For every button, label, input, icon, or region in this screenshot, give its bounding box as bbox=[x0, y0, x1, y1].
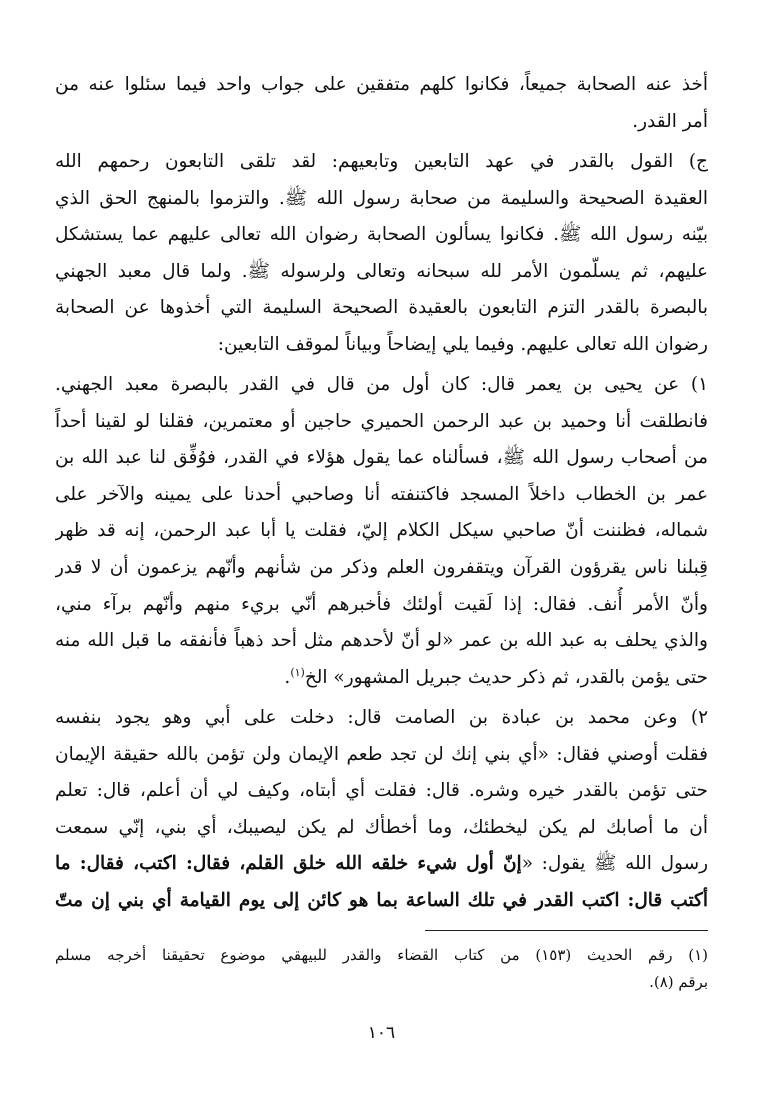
text-line: بالبصرة بالقدر التزم التابعون بالعقيدة الصحيحة السليمة التي أخذوها عن الصحابة bbox=[55, 297, 708, 319]
text-line: حتى يؤمن بالقدر، ثم ذكر حديث جبريل المشهور» الخ$^{(١)}$. bbox=[284, 665, 708, 688]
text-line: شماله، فظننت أنّ صاحبي سيكل الكلام إليّ، فقلت يا أبا عبد الرحمن، إنه قد ظهر bbox=[55, 520, 708, 542]
text-line: ١) عن يحيى بن يعمر قال: كان أول من قال في القدر بالبصرة معبد الجهني. bbox=[55, 374, 708, 395]
text-line: أمر القدر. bbox=[632, 110, 708, 132]
text-line: فقلت أوصني فقال: «أي بني إنك لن تجد طعم الإيمان ولن تؤمن بالله حقيقة الإيمان bbox=[55, 743, 708, 765]
paragraph-ubada-narration bbox=[55, 700, 708, 920]
text-line: العقيدة الصحيحة والسليمة من صحابة رسول الله ﷺ. والتزموا بالمنهج الحق الذي bbox=[55, 187, 708, 209]
text-line: ٢) وعن محمد بن عبادة بن الصامت قال: دخلت على أبي وهو يجود بنفسه bbox=[55, 707, 708, 728]
text-line: حتى تؤمن بالقدر خيره وشره. قال: فقلت أي أبتاه، وكيف لي أن أعلم، قال: تعلم bbox=[55, 780, 708, 802]
page-number: ١٠٦ bbox=[367, 1023, 396, 1043]
text-line: وأنّ الأمر أُنف. فقال: إذا لَقيت أولئك فأخبرهم أنّي بريء منهم وأنّهم برآء مني، bbox=[55, 593, 708, 615]
text-line: أن ما أصابك لم يكن ليخطئك، وما أخطأك لم يكن ليصيبك، أي بني، إنّي سمعت bbox=[55, 816, 708, 838]
text-line bbox=[55, 846, 708, 883]
footnote-reference: (١) bbox=[290, 665, 305, 679]
footnote-line: برقم (٨). bbox=[649, 973, 708, 991]
paragraph-tabieen bbox=[55, 144, 708, 364]
hadith-text-bold: أكتب قال: اكتب القدر في تلك الساعة بما هو كائن إلى يوم القيامة أي بني إن متّ bbox=[55, 889, 708, 911]
text-line: والذي يحلف به عبد الله بن عمر «لو أنّ لأحدهم مثل أحد ذهباً فأنفقه ما قبل الله منه bbox=[55, 630, 708, 652]
text-line: من أصحاب رسول الله ﷺ، فسألناه عما يقول هؤلاء في القدر، فوُفِّق لنا عبد الله بن bbox=[55, 447, 708, 469]
text-segment: رسول الله ﷺ يقول: « bbox=[521, 853, 708, 875]
hadith-text-bold: إنّ أول شيء خلقه الله خلق القلم، فقال: اكتب، فقال: ما bbox=[55, 853, 522, 875]
text-segment: حتى يؤمن بالقدر، ثم ذكر حديث جبريل المشهور» الخ bbox=[304, 666, 708, 688]
footnote bbox=[55, 942, 708, 996]
text-line: قِبلنا ناس يقرؤون القرآن ويتقفرون العلم وذكر من شأنهم وأنّهم يزعمون أن لا قدر bbox=[55, 556, 708, 578]
footnote-line: (١) رقم الحديث (١٥٣) من كتاب القضاء والقدر للبيهقي موضوع تحقيقنا أخرجه مسلم bbox=[55, 946, 708, 964]
footnote-separator bbox=[425, 930, 708, 931]
paragraph-yahya-narration bbox=[55, 367, 708, 696]
text-line: أخذ عنه الصحابة جميعاً، فكانوا كلهم متفقين على جواب واحد فيما سئلوا عنه من bbox=[55, 74, 708, 95]
text-line: عليهم، ثم يسلّمون الأمر لله سبحانه وتعالى ولرسوله ﷺ. ولما قال معبد الجهني bbox=[55, 260, 708, 282]
paragraph-intro bbox=[55, 67, 708, 140]
text-line: فانطلقت أنا وحميد بن عبد الرحمن الحميري حاجين أو معتمرين، فقلنا لو لقينا أحداً bbox=[55, 410, 708, 432]
text-line: عمر بن الخطاب داخلاً المسجد فاكتنفته أنا وصاحبي أحدنا على يمينه والآخر على bbox=[55, 483, 708, 505]
text-line: رضوان الله تعالى عليهم. وفيما يلي إيضاحاً وبياناً لموقف التابعين: bbox=[217, 333, 708, 355]
text-line: بيّنه رسول الله ﷺ. فكانوا يسألون الصحابة رضوان الله تعالى عليهم عما يستشكل bbox=[55, 224, 708, 246]
text-line: ج) القول بالقدر في عهد التابعين وتابعيهم: لقد تلقى التابعون رحمهم الله bbox=[55, 151, 708, 172]
